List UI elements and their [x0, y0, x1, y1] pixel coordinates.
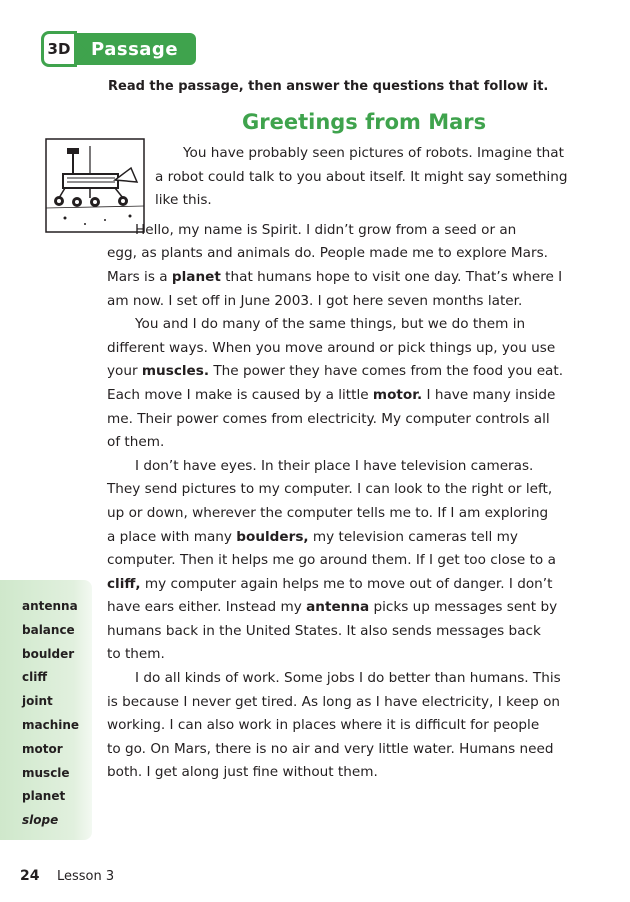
text-run: The power they have comes from the food you eat.	[209, 363, 564, 380]
section-title: Passage	[91, 39, 179, 60]
lesson-label: Lesson 3	[57, 869, 115, 884]
passage-line	[107, 290, 587, 314]
passage-line	[107, 313, 587, 337]
text-run: computer. Then it helps me go around them. If I get too close to a	[107, 552, 556, 569]
text-run: have ears either. Instead my	[107, 599, 307, 616]
text-run: I have many inside	[422, 386, 556, 403]
text-run: is because I never get tired. As long as I have electricity, I keep on	[107, 693, 561, 710]
text-run: Mars is a	[107, 268, 172, 285]
vocabulary-word: machine	[22, 718, 80, 732]
vocab-term: muscles.	[141, 363, 210, 380]
vocabulary-word: motor	[22, 741, 63, 756]
vocabulary-word: cliff	[22, 670, 48, 685]
vocab-term: planet	[171, 268, 221, 285]
text-run: my computer again helps me to move out of danger. I don’t	[140, 575, 553, 592]
text-run: I do all kinds of work. Some jobs I do better than humans. This	[135, 670, 561, 687]
passage-line	[107, 502, 587, 526]
text-run: They send pictures to my computer. I can look to the right or left,	[107, 481, 553, 498]
text-run: am now. I set off in June 2003. I got here seven months later.	[107, 292, 523, 309]
text-run: Hello, my name is Spirit. I didn’t grow from a seed or an	[135, 221, 517, 238]
vocabulary-word: slope	[22, 813, 59, 828]
section-badge	[41, 31, 196, 67]
passage-text	[107, 142, 587, 785]
text-run: Each move I make is caused by a little	[107, 386, 373, 403]
text-run: humans back in the United States. It also sends messages back	[107, 622, 541, 639]
text-run: a place with many	[107, 528, 237, 545]
passage-line	[107, 455, 587, 479]
text-run: egg, as plants and animals do. People made me to explore Mars.	[107, 245, 548, 262]
passage-line	[107, 667, 587, 691]
passage-line	[107, 408, 587, 432]
text-run: picks up messages sent by	[369, 599, 558, 616]
passage-line	[107, 166, 587, 190]
instructions: Read the passage, then answer the questions that follow it.	[108, 79, 549, 94]
passage-line	[107, 242, 587, 266]
section-number: 3D	[41, 31, 77, 67]
passage-line	[107, 384, 587, 408]
vocab-term: cliff,	[107, 575, 141, 592]
passage-line	[107, 142, 587, 166]
text-run: I don’t have eyes. In their place I have television cameras.	[135, 457, 534, 474]
text-run: of them.	[107, 434, 165, 451]
vocabulary-word: antenna	[22, 599, 78, 613]
passage-line	[107, 360, 587, 384]
vocabulary-word: balance	[22, 622, 75, 637]
passage-line	[107, 478, 587, 502]
passage-line	[107, 337, 587, 361]
text-run: both. I get along just fine without them.	[107, 764, 378, 781]
passage-line	[107, 691, 587, 715]
passage-line	[107, 761, 587, 785]
text-run: to them.	[107, 646, 165, 663]
vocab-term: antenna	[306, 599, 370, 616]
text-run: like this.	[155, 192, 212, 209]
vocabulary-word: planet	[22, 789, 66, 804]
text-run: me. Their power comes from electricity. My computer controls all	[107, 410, 550, 427]
passage-line	[107, 714, 587, 738]
vocabulary-sidebar	[0, 580, 92, 840]
vocabulary-word: boulder	[22, 646, 75, 661]
text-run: a robot could talk to you about itself. It might say something	[155, 168, 568, 185]
passage-line	[107, 643, 587, 667]
passage-line	[107, 596, 587, 620]
text-run: working. I can also work in places where it is difficult for people	[107, 717, 540, 734]
text-run: that humans hope to visit one day. That’s where I	[220, 268, 563, 285]
text-run: You and I do many of the same things, but we do them in	[135, 316, 526, 333]
vocab-term: boulders,	[236, 528, 309, 545]
text-run: You have probably seen pictures of robots. Imagine that	[183, 145, 564, 161]
passage-line	[107, 573, 587, 597]
passage-line	[107, 431, 587, 455]
text-run: up or down, wherever the computer tells me to. If I am exploring	[107, 504, 549, 521]
passage-line	[107, 738, 587, 762]
text-run: my television cameras tell my	[308, 528, 518, 545]
page-number: 24	[20, 868, 40, 884]
vocabulary-word: muscle	[22, 765, 70, 780]
passage-line	[107, 219, 587, 243]
vocab-term: motor.	[372, 386, 423, 403]
passage-title: Greetings from Mars	[242, 110, 487, 134]
text-run: your	[107, 363, 142, 380]
passage-line	[107, 189, 587, 213]
passage-line	[107, 620, 587, 644]
passage-line	[107, 549, 587, 573]
text-run: different ways. When you move around or pick things up, you use	[107, 339, 556, 356]
passage-line	[107, 266, 587, 290]
passage-line	[107, 526, 587, 550]
vocabulary-word: joint	[22, 694, 53, 709]
text-run: to go. On Mars, there is no air and very little water. Humans need	[107, 740, 554, 757]
